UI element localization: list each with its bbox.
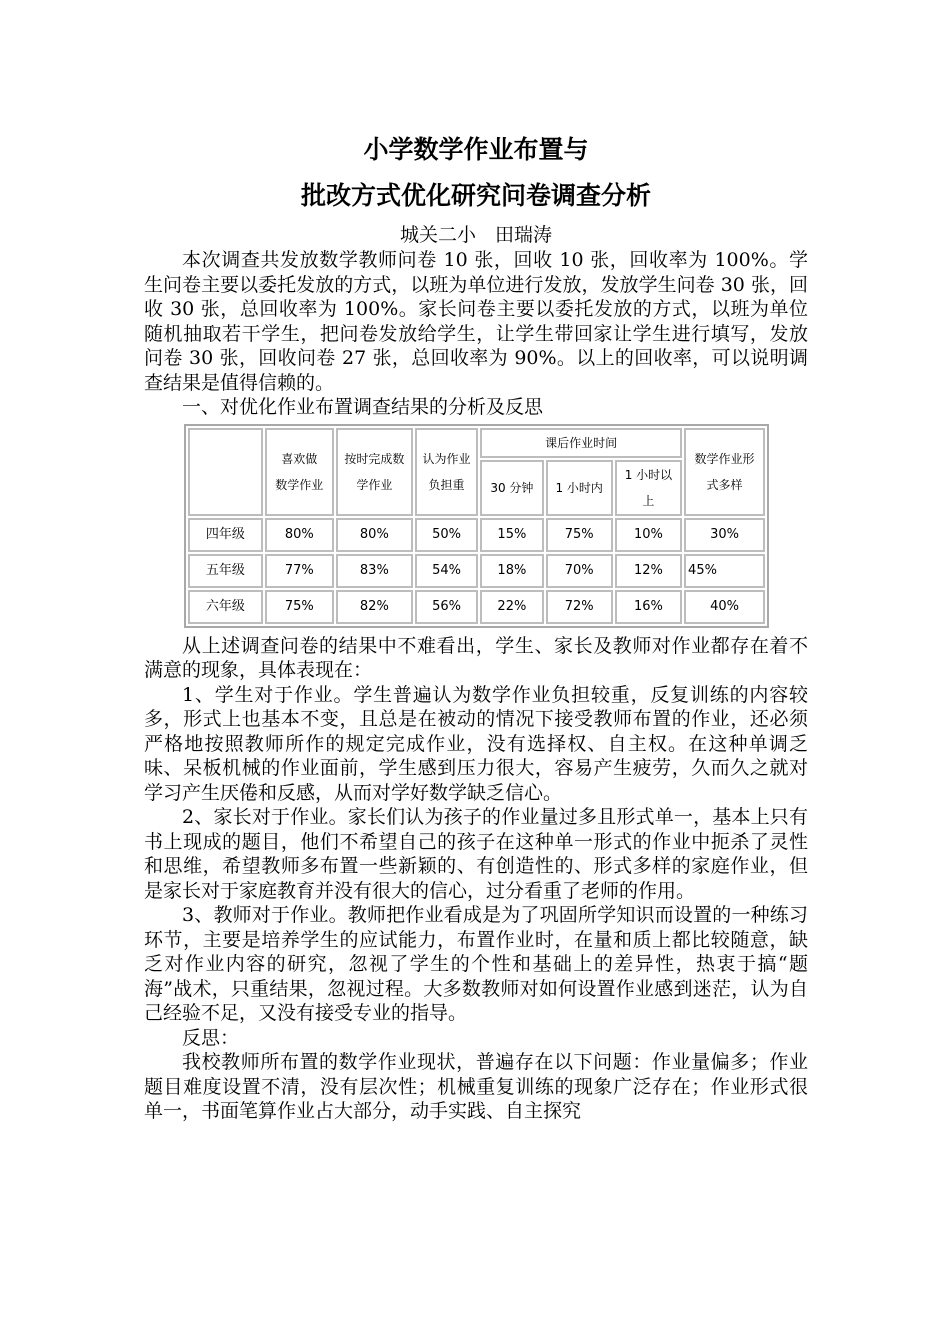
document-page xyxy=(144,128,808,1124)
document-title-line1: 小学数学作业布置与 xyxy=(363,135,589,164)
header-burden: 认为作业 负担重 xyxy=(415,428,478,516)
teachers-paragraph: 3、教师对于作业。教师把作业看成是为了巩固所学知识而设置的一种练习环节，主要是培养学生的应试能力，布置作业时，在量和质上都比较随意，缺乏对作业内容的研究，忽视了学生的个性和基础上的差异性，热衷于搞“题海”战术，只重结果，忽视过程。大多数教师对如何设置作业感到迷茫，认为自己经验不足，又没有接受专业的指导。 xyxy=(144,904,808,1024)
cell-varied-forms: 30% xyxy=(684,518,765,552)
reflection-heading: 反思： xyxy=(182,1026,240,1049)
survey-table-container xyxy=(184,424,769,628)
students-paragraph: 1、学生对于作业。学生普遍认为数学作业负担较重，反复训练的内容较多，形式上也基本不变，且总是在被动的情况下接受教师布置的作业，还必须严格地按照教师所作的规定完成作业，没有选择权、自主权。在这种单调乏味、呆板机械的作业面前，学生感到压力很大，容易产生疲劳，久而久之就对学习产生厌倦和反感，从而对学好数学缺乏信心。 xyxy=(144,683,808,804)
header-varied-forms: 数学作业形 式多样 xyxy=(684,428,765,516)
reflection-paragraph: 我校教师所布置的数学作业现状，普遍存在以下问题：作业量偏多；作业题目难度设置不清，没有层次性；机械重复训练的现象广泛存在；作业形式很单一，书面笔算作业占大部分，动手实践、自主探究 xyxy=(144,1051,808,1122)
cell-over-1h: 12% xyxy=(615,554,682,588)
header-over-1h: 1 小时以 上 xyxy=(615,460,682,516)
header-like-homework: 喜欢做 数学作业 xyxy=(265,428,334,516)
table-row xyxy=(188,554,765,588)
header-on-time: 按时完成数 学作业 xyxy=(336,428,413,516)
author-line: 城关二小 田瑞涛 xyxy=(399,224,552,246)
cell-over-1h: 16% xyxy=(615,590,682,624)
cell-30min: 18% xyxy=(480,554,543,588)
header-within-1h: 1 小时内 xyxy=(546,460,613,516)
parents-paragraph: 2、家长对于作业。家长们认为孩子的作业量过多且形式单一，基本上只有书上现成的题目，他们不希望自己的孩子在这种单一形式的作业中扼杀了灵性和思维，希望教师多布置一些新颖的、有创造性的、形式多样的家庭作业，但是家长对于家庭教育并没有很大的信心，过分看重了老师的作用。 xyxy=(144,806,808,902)
cell-within-1h: 72% xyxy=(546,590,613,624)
document-title-line2: 批改方式优化研究问卷调查分析 xyxy=(300,181,651,210)
cell-over-1h: 10% xyxy=(615,518,682,552)
cell-burden: 50% xyxy=(415,518,478,552)
cell-ontime: 82% xyxy=(336,590,413,624)
cell-burden: 54% xyxy=(415,554,478,588)
grade-label: 六年级 xyxy=(188,590,263,624)
table-corner-cell xyxy=(188,428,263,516)
survey-results-table xyxy=(184,424,769,628)
cell-ontime: 80% xyxy=(336,518,413,552)
table-row xyxy=(188,518,765,552)
cell-within-1h: 75% xyxy=(546,518,613,552)
cell-ontime: 83% xyxy=(336,554,413,588)
cell-like: 80% xyxy=(265,518,334,552)
cell-varied-forms: 40% xyxy=(684,590,765,624)
cell-varied-forms: 45% xyxy=(684,554,765,588)
cell-like: 77% xyxy=(265,554,334,588)
summary-paragraph: 从上述调查问卷的结果中不难看出，学生、家长及教师对作业都存在着不满意的现象，具体表现在： xyxy=(144,634,808,681)
cell-30min: 15% xyxy=(480,518,543,552)
cell-30min: 22% xyxy=(480,590,543,624)
cell-like: 75% xyxy=(265,590,334,624)
table-row xyxy=(188,590,765,624)
grade-label: 四年级 xyxy=(188,518,263,552)
section-heading-1: 一、对优化作业布置调查结果的分析及反思 xyxy=(182,396,544,418)
intro-paragraph: 本次调查共发放数学教师问卷 10 张，回收 10 张，回收率为 100%。学生问卷主要以委托发放的方式，以班为单位进行发放，发放学生问卷 30 张，回收 30 张，总回收率为 100%。家长问卷主要以委托发放的方式，以班为单位随机抽取若干学生，把问卷发放给学生，让学生带回家让学生进行填写，发放问卷 30 张，回收问卷 27 张，总回收率为 90%。以上的回收率，可以说明调查结果是值得信赖的。 xyxy=(144,249,808,394)
grade-label: 五年级 xyxy=(188,554,263,588)
cell-within-1h: 70% xyxy=(546,554,613,588)
header-homework-time-group: 课后作业时间 xyxy=(480,428,682,458)
table-header-row-1 xyxy=(188,428,765,458)
cell-burden: 56% xyxy=(415,590,478,624)
header-30min: 30 分钟 xyxy=(480,460,543,516)
